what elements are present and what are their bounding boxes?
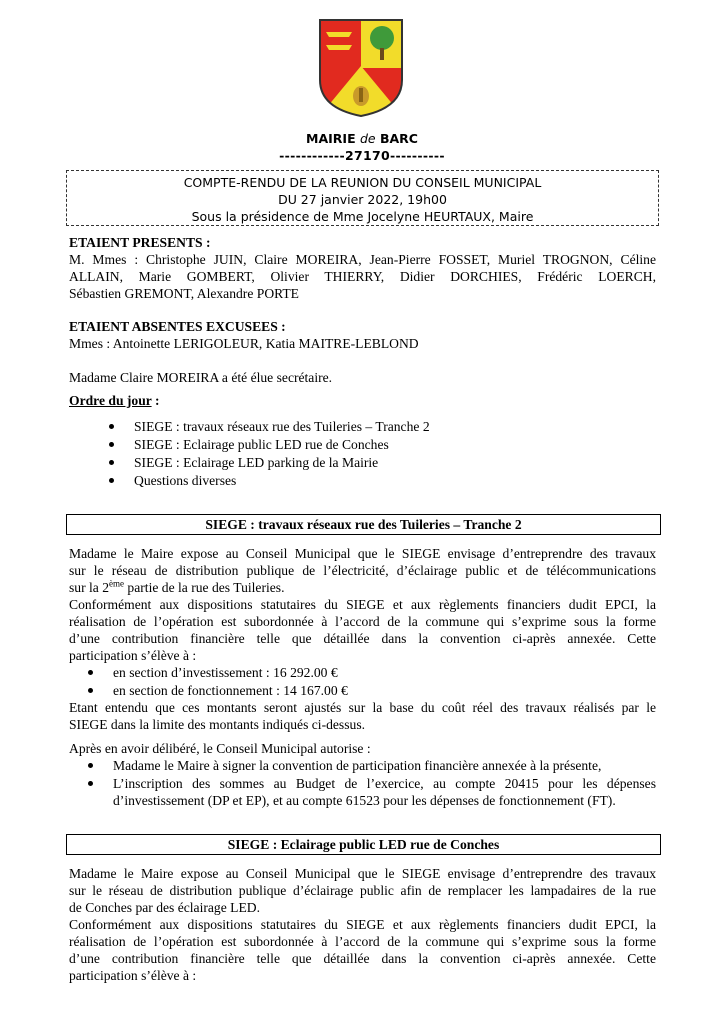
presents-heading: ETAIENT PRESENTS : bbox=[69, 235, 211, 250]
section1-intro-line: sur la 2ème partie de la rue des Tuileries. bbox=[69, 578, 285, 595]
section1-adjust-line: Etant entendu que ces montants seront ajustés sur la base du coût réel des travaux réalisés par le bbox=[69, 700, 656, 715]
section2-conform-line: participation s’élève à : bbox=[69, 968, 197, 983]
section1-conform-line: participation s’élève à : bbox=[69, 648, 197, 663]
mairie-title: MAIRIE de BARC bbox=[306, 131, 418, 146]
tree-icon bbox=[370, 26, 394, 50]
header-line: Sous la présidence de Mme Jocelyne HEURTAUX, Maire bbox=[191, 209, 534, 224]
section1-conform-line: réalisation de l’opération est subordonnée à l’accord de la commune qui s’exprime sous la forme bbox=[69, 614, 656, 629]
section2-title: SIEGE : Eclairage public LED rue de Conches bbox=[66, 834, 661, 855]
agenda-item: SIEGE : travaux réseaux rue des Tuileries – Tranche 2 bbox=[134, 418, 430, 436]
decision-item: Madame le Maire à signer la convention de participation financière annexée à la présente, bbox=[113, 757, 656, 775]
meeting-header-box bbox=[66, 170, 659, 226]
presents-line: ALLAIN, Marie GOMBERT, Olivier THIERRY, Didier DORCHIES, Frédéric LOERCH, bbox=[69, 269, 656, 284]
section1-decision-intro: Après en avoir délibéré, le Conseil Municipal autorise : bbox=[69, 741, 371, 756]
leopard-icon bbox=[326, 32, 352, 37]
agenda-item: Questions diverses bbox=[134, 472, 236, 490]
agenda-item: SIEGE : Eclairage LED parking de la Mairie bbox=[134, 454, 378, 472]
section2-intro-line: sur le réseau de distribution publique d’éclairage public afin de remplacer les lampadaires de la rue bbox=[69, 883, 656, 898]
section2-intro-line: de Conches par des éclairage LED. bbox=[69, 900, 260, 915]
absents-heading: ETAIENT ABSENTES EXCUSEES : bbox=[69, 319, 286, 334]
agenda-item: SIEGE : Eclairage public LED rue de Conches bbox=[134, 436, 389, 454]
section1-adjust-line: SIEGE dans la limite des montants indiqués ci-dessus. bbox=[69, 717, 366, 732]
mairie-de: de bbox=[359, 131, 376, 146]
agenda-heading: Ordre du jour : bbox=[69, 393, 160, 408]
amount-item: en section d’investissement : 16 292.00 € bbox=[113, 664, 338, 682]
header-line: COMPTE-RENDU DE LA REUNION DU CONSEIL MUNICIPAL bbox=[183, 175, 542, 190]
section1-conform-line: d’une contribution financière telle que détaillée dans la convention ci-après annexée. Cette bbox=[69, 631, 656, 646]
secretary-line: Madame Claire MOREIRA a été élue secrétaire. bbox=[69, 370, 333, 385]
section1-intro-line: sur le réseau de distribution publique de l’électricité, d’éclairage public et de télécommunications bbox=[69, 563, 656, 578]
town-crest-logo bbox=[318, 18, 404, 118]
decision-item-continued: d’investissement (DP et EP), et au compte 61523 pour les dépenses de fonctionnement (FT). bbox=[113, 793, 616, 808]
section2-intro-line: Madame le Maire expose au Conseil Municipal que le SIEGE envisage d’entreprendre des travaux bbox=[69, 866, 656, 881]
amount-item: en section de fonctionnement : 14 167.00 € bbox=[113, 682, 348, 700]
section2-conform-line: d’une contribution financière telle que détaillée dans la convention ci-après annexée. Cette bbox=[69, 951, 656, 966]
presents-line: Sébastien GREMONT, Alexandre PORTE bbox=[69, 286, 299, 301]
section1-conform-line: Conformément aux dispositions statutaires du SIEGE et aux règlements financiers dudit EPCI, la bbox=[69, 597, 656, 612]
postcode: ------------27170---------- bbox=[279, 148, 445, 163]
section2-conform-line: Conformément aux dispositions statutaires du SIEGE et aux règlements financiers dudit EPCI, la bbox=[69, 917, 656, 932]
section1-title: SIEGE : travaux réseaux rue des Tuileries – Tranche 2 bbox=[66, 514, 661, 535]
decision-item: L’inscription des sommes au Budget de l’exercice, au compte 20415 pour les dépenses bbox=[113, 775, 656, 793]
section2-conform-line: réalisation de l’opération est subordonnée à l’accord de la commune qui s’exprime sous la forme bbox=[69, 934, 656, 949]
header-line: DU 27 janvier 2022, 19h00 bbox=[278, 192, 447, 207]
absents-line: Mmes : Antoinette LERIGOLEUR, Katia MAITRE-LEBLOND bbox=[69, 336, 419, 351]
presents-line: M. Mmes : Christophe JUIN, Claire MOREIRA, Jean-Pierre FOSSET, Muriel TROGNON, Céline bbox=[69, 252, 656, 267]
section1-intro-line: Madame le Maire expose au Conseil Municipal que le SIEGE envisage d’entreprendre des travaux bbox=[69, 546, 656, 561]
